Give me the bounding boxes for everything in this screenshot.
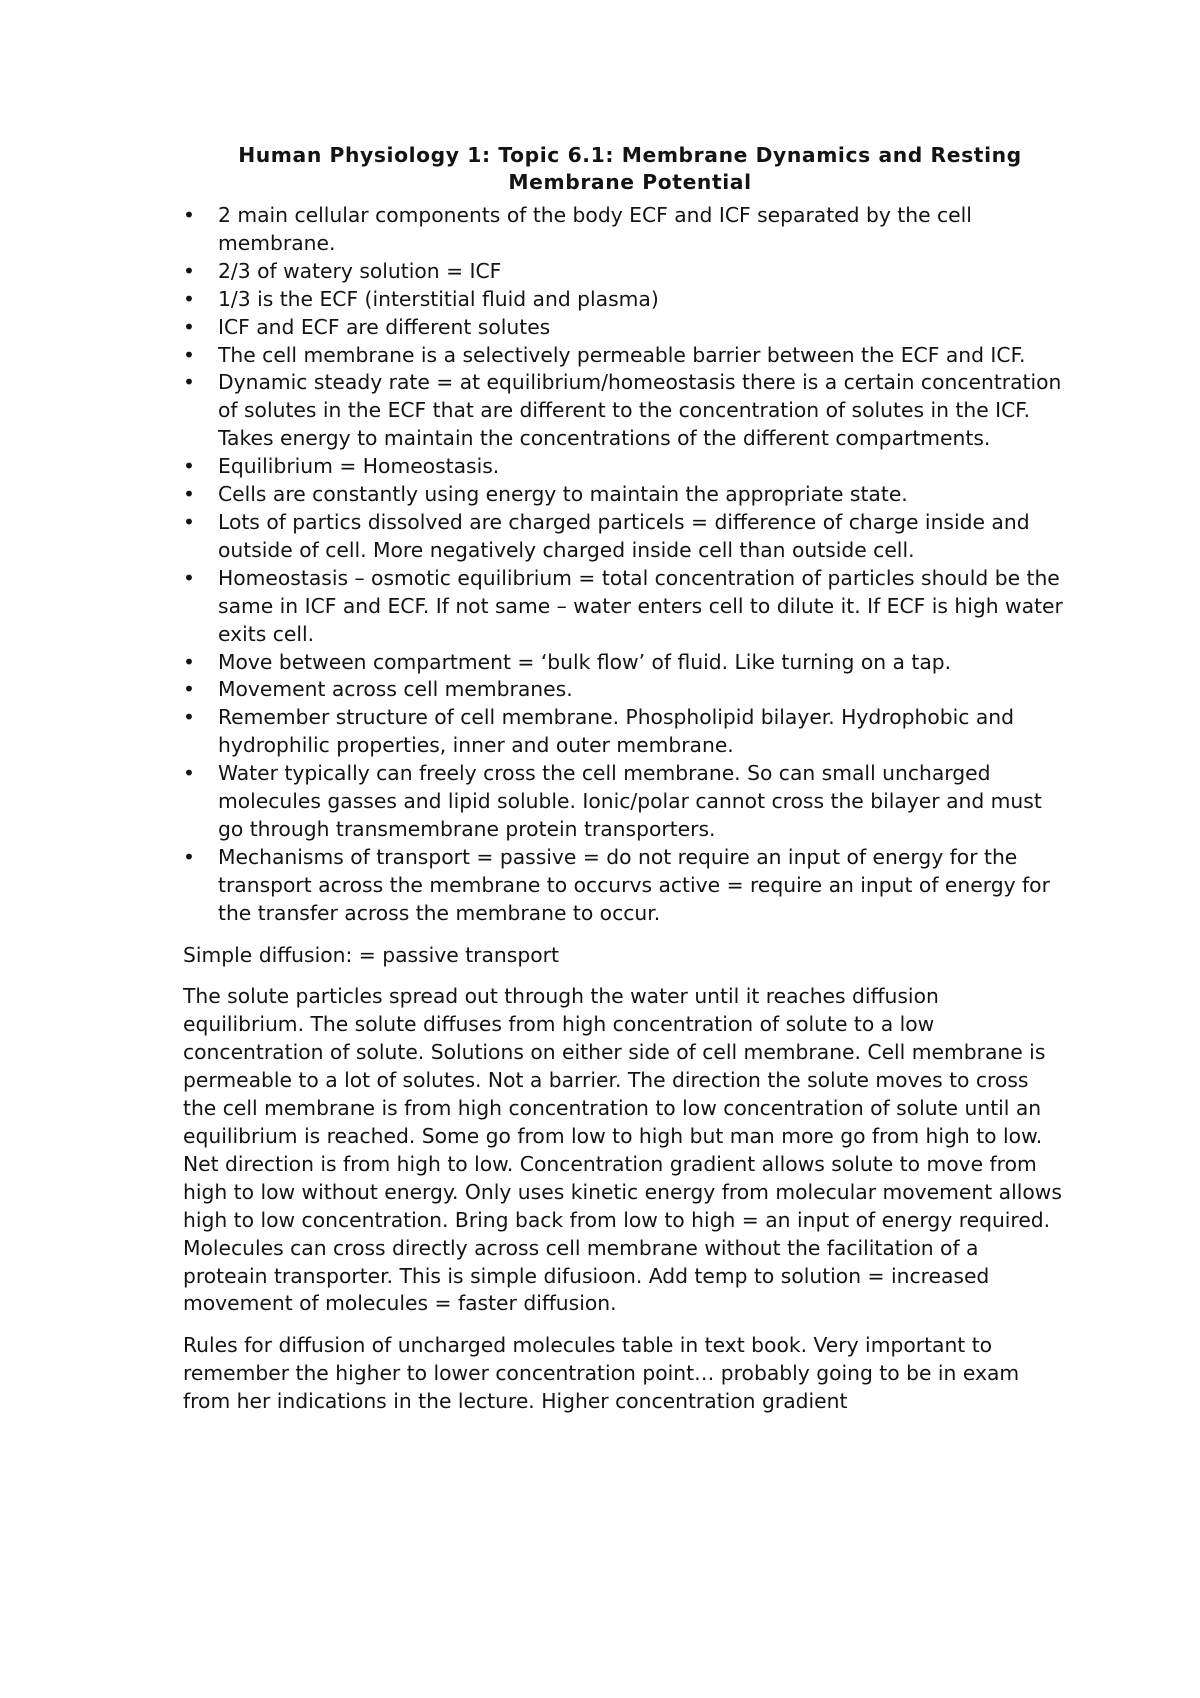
list-item-text: 1/3 is the ECF (interstitial fluid and plasma)	[218, 286, 659, 311]
bullet-icon: •	[183, 844, 195, 869]
bullet-list	[183, 202, 1063, 928]
list-item-text: Dynamic steady rate = at equilibrium/homeostasis there is a certain concentration of solutes in the ECF that are different to the concentration of solutes in the ICF. Takes energy to maintain the concentrations of the different compartments.	[218, 370, 1062, 451]
bullet-icon: •	[183, 482, 195, 507]
list-item-text: Cells are constantly using energy to maintain the appropriate state.	[218, 482, 908, 507]
bullet-icon: •	[183, 677, 195, 702]
list-item	[183, 844, 1063, 928]
document-title: Human Physiology 1: Topic 6.1: Membrane Dynamics and Resting Membrane Potential	[238, 143, 1022, 194]
list-item-text: ICF and ECF are different solutes	[218, 314, 551, 339]
list-item	[183, 286, 1063, 314]
list-item	[183, 314, 1063, 342]
list-item	[183, 481, 1063, 509]
list-item-text: Water typically can freely cross the cell membrane. So can small uncharged molecules gasses and lipid soluble. Ionic/polar cannot cross the bilayer and must go through transmembrane protein transporters.	[218, 761, 1042, 841]
list-item	[183, 202, 1063, 258]
list-item	[183, 453, 1063, 481]
list-item-text: Mechanisms of transport = passive = do not require an input of energy for the transport across the membrane to occurvs active = require an input of energy for the transfer across the membrane to occur.	[218, 844, 1050, 925]
list-item-text: 2 main cellular components of the body ECF and ICF separated by the cell membrane.	[218, 203, 972, 255]
list-item	[183, 369, 1063, 453]
list-item	[183, 649, 1063, 677]
bullet-icon: •	[183, 370, 195, 395]
bullet-icon: •	[183, 203, 195, 227]
list-item	[183, 760, 1063, 844]
list-item-text: 2/3 of watery solution = ICF	[218, 258, 502, 283]
list-item-text: Move between compartment = ‘bulk flow’ of fluid. Like turning on a tap.	[218, 649, 952, 674]
list-item-text: Equilibrium = Homeostasis.	[218, 454, 500, 479]
bullet-icon: •	[183, 314, 195, 339]
list-item	[183, 676, 1063, 704]
bullet-icon: •	[183, 649, 195, 674]
list-item	[183, 342, 1063, 370]
paragraph-diffusion: The solute particles spread out through the water until it reaches diffusion equilibrium. The solute diffuses from high concentration of solute to a low concentration of solute. Solutions on either side of cell membrane. Cell membrane is permeable to a lot of solutes. Not a barrier. The direction the solute moves to cross the cell membrane is from high concentration to low concentration of solute until an equilibrium is reached. Some go from low to high but man more go from high to low. Net direction is from high to low. Concentration gradient allows solute to move from high to low without energy. Only uses kinetic energy from molecular movement allows high to low concentration. Bring back from low to high = an input of energy required. Molecules can cross directly across cell membrane without the facilitation of a proteain transporter. This is simple difusioon. Add temp to solution = increased movement of molecules = faster diffusion.	[183, 984, 1062, 1316]
bullet-icon: •	[183, 509, 195, 534]
list-item-text: Homeostasis – osmotic equilibrium = total concentration of particles should be the same in ICF and ECF. If not same – water enters cell to dilute it. If ECF is high water exits cell.	[218, 565, 1063, 646]
paragraph-rules: Rules for diffusion of uncharged molecules table in text book. Very important to remember the higher to lower concentration point… probably going to be in exam from her indications in the lecture. Higher concentration gradient	[183, 1333, 1020, 1414]
bullet-icon: •	[183, 761, 195, 786]
document-page	[183, 142, 1063, 1416]
list-item	[183, 509, 1063, 565]
bullet-icon: •	[183, 258, 195, 283]
list-item	[183, 704, 1063, 760]
list-item	[183, 258, 1063, 286]
list-item	[183, 565, 1063, 649]
bullet-icon: •	[183, 705, 195, 730]
section-heading-simple-diffusion: Simple diffusion: = passive transport	[183, 942, 559, 967]
bullet-icon: •	[183, 286, 195, 311]
list-item-text: Remember structure of cell membrane. Phospholipid bilayer. Hydrophobic and hydrophilic properties, inner and outer membrane.	[218, 705, 1015, 758]
bullet-icon: •	[183, 565, 195, 590]
list-item-text: Movement across cell membranes.	[218, 677, 573, 702]
bullet-icon: •	[183, 454, 195, 479]
list-item-text: The cell membrane is a selectively permeable barrier between the ECF and ICF.	[218, 342, 1026, 367]
bullet-icon: •	[183, 342, 195, 367]
list-item-text: Lots of partics dissolved are charged particels = difference of charge inside and outside of cell. More negatively charged inside cell than outside cell.	[218, 509, 1030, 562]
